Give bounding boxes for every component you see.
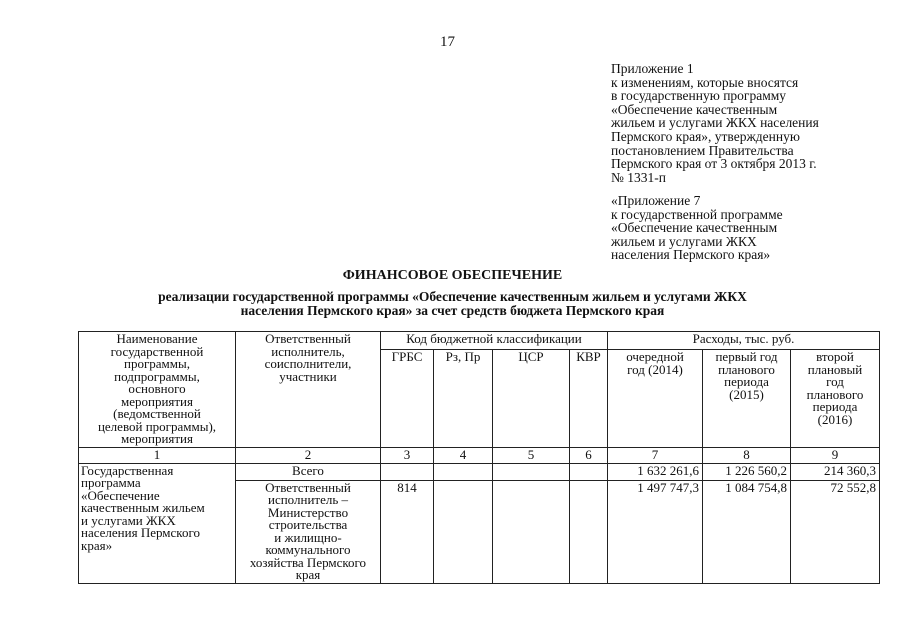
column-index: 4	[434, 447, 493, 463]
column-index: 5	[493, 447, 570, 463]
executor-ministry: Ответственный исполнитель – Министерство строительства и жилищно- коммунального хозяйства Пермского края	[236, 480, 381, 583]
header-rz-pr: Рз, Пр	[434, 350, 493, 448]
header-year-2014: очередной год (2014)	[608, 350, 703, 448]
kvr-cell	[570, 463, 608, 480]
total-2014: 1 632 261,6	[608, 463, 703, 480]
document-subtitle: реализации государственной программы «Обеспечение качественным жильем и услугами ЖКХ населения Пермского края» за счет средств бюджета Пермского края	[158, 289, 747, 318]
ministry-2016: 72 552,8	[791, 480, 880, 583]
header-executor: Ответственный исполнитель, соисполнители, участники	[236, 332, 381, 448]
header-name: Наименование государственной программы, подпрограммы, основного мероприятия (ведомственной целевой программы), мероприятия	[79, 332, 236, 448]
header-csr: ЦСР	[493, 350, 570, 448]
total-2016: 214 360,3	[791, 463, 880, 480]
executor-total: Всего	[236, 463, 381, 480]
header-grbs: ГРБС	[381, 350, 434, 448]
column-index: 2	[236, 447, 381, 463]
appendix-7-note: «Приложение 7 к государственной программе «Обеспечение качественным жильем и услугами ЖКХ населения Пермского края»	[611, 193, 783, 263]
csr-cell	[493, 463, 570, 480]
ministry-2015: 1 084 754,8	[703, 480, 791, 583]
header-expenses: Расходы, тыс. руб.	[608, 332, 880, 350]
column-index: 6	[570, 447, 608, 463]
header-year-2015: первый год планового периода (2015)	[703, 350, 791, 448]
column-index: 1	[79, 447, 236, 463]
appendix-1-note: Приложение 1 к изменениям, которые вносятся в государственную программу «Обеспечение качественным жильем и услугами ЖКХ населения Пермского края», утвержденную постановлением Правительства Пермского края от 3 октября 2013 г. № 1331-п	[611, 61, 819, 185]
page-number: 17	[440, 34, 455, 50]
column-index: 8	[703, 447, 791, 463]
program-name-cell: Государственная программа «Обеспечение качественным жильем и услугами ЖКХ населения Пермского края»	[79, 463, 236, 583]
grbs-cell: 814	[381, 480, 434, 583]
rz-cell	[434, 463, 493, 480]
financing-table	[78, 331, 880, 584]
column-index: 3	[381, 447, 434, 463]
total-2015: 1 226 560,2	[703, 463, 791, 480]
ministry-2014: 1 497 747,3	[608, 480, 703, 583]
grbs-cell	[381, 463, 434, 480]
kvr-cell	[570, 480, 608, 583]
csr-cell	[493, 480, 570, 583]
rz-cell	[434, 480, 493, 583]
column-index: 9	[791, 447, 880, 463]
header-budget-code: Код бюджетной классификации	[381, 332, 608, 350]
header-kvr: КВР	[570, 350, 608, 448]
document-title: ФИНАНСОВОЕ ОБЕСПЕЧЕНИЕ	[342, 268, 563, 283]
column-index: 7	[608, 447, 703, 463]
header-year-2016: второй плановый год планового периода (2016)	[791, 350, 880, 448]
